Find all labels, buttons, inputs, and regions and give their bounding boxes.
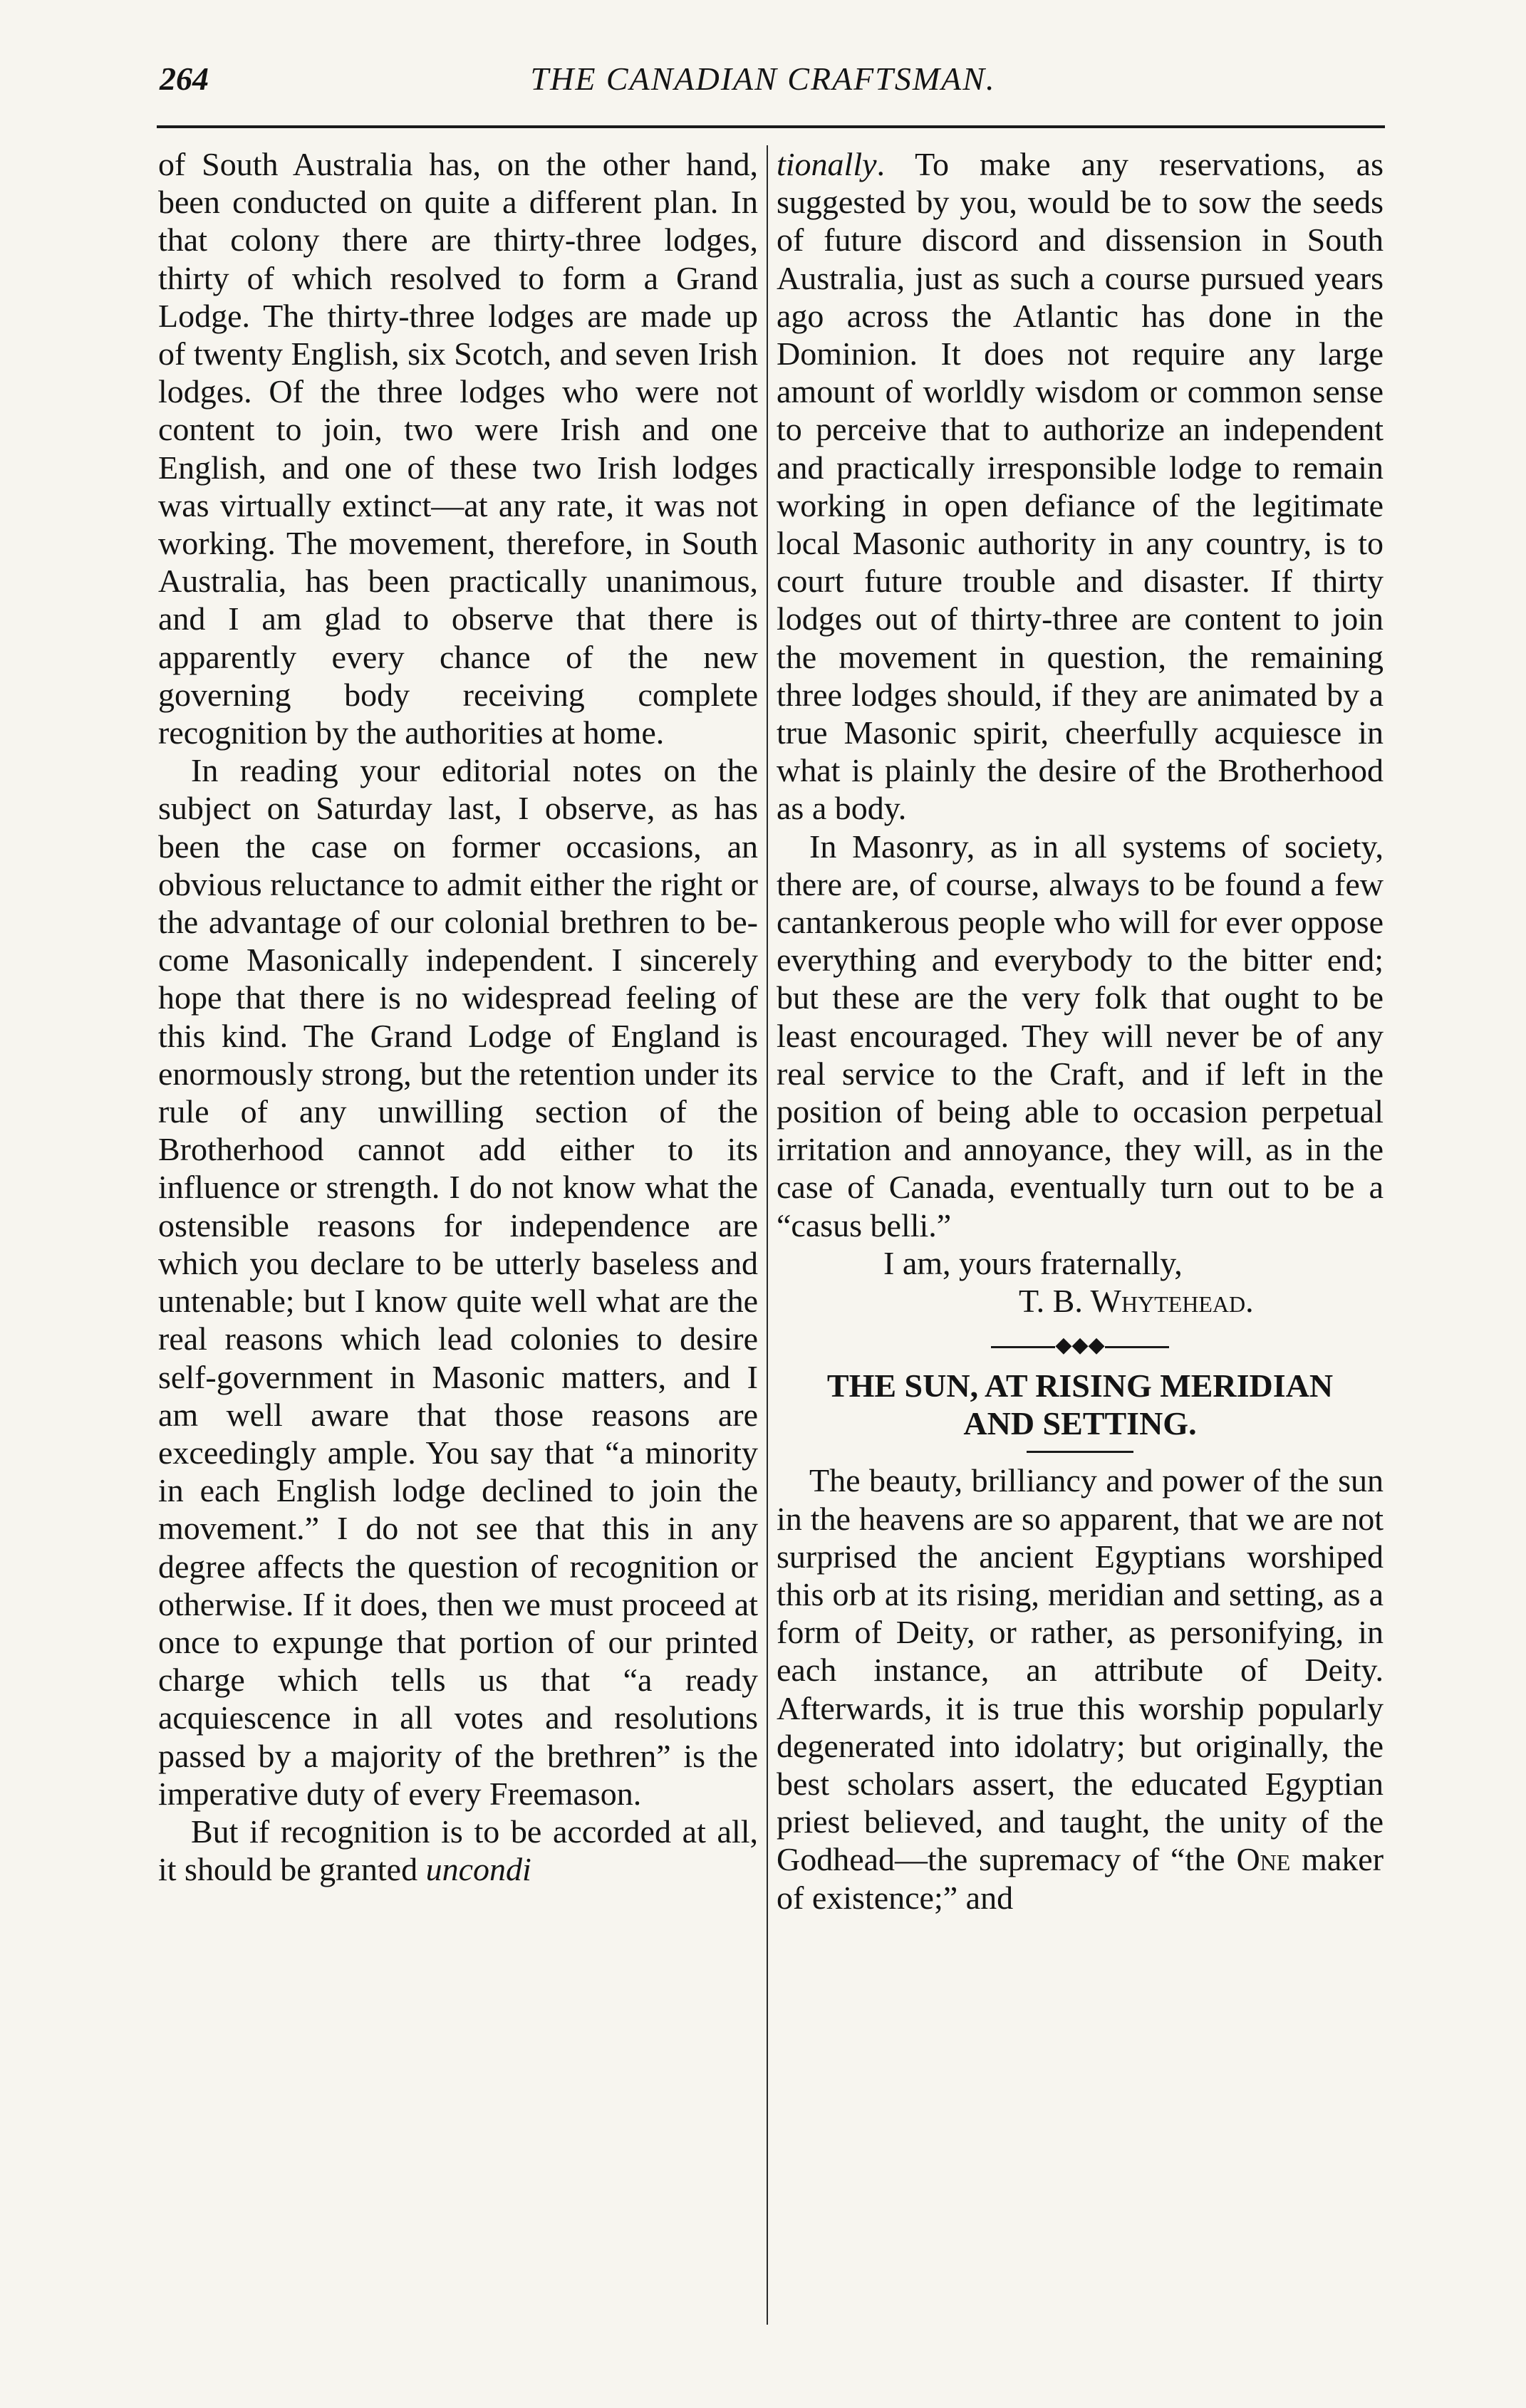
- right-paragraph-3-text: The beauty, brilliancy and power of the sun in the heavens are so apparent, that we are not surprised the ancient Egyptians worshiped this orb at its rising, meridian and setting, as a form of Deity, or rather, as personifying, in each instance, an attribute of Deity. Afterwards, it is true this worship popularly degenerated into idolatry; but originally, the best scholars assert, the educated Egyptian priest believed, and taught, the unity of the Godhead—the supremacy of “the: [777, 1462, 1384, 1878]
- right-paragraph-3: [777, 1461, 1384, 1916]
- running-head: THE CANADIAN CRAFTSMAN.: [530, 61, 996, 97]
- left-paragraph-1: of South Australia has, on the other hand, been conducted on quite a different plan. In that colony there are thirty-three lodges, thirty of which resolved to form a Grand Lodge. The thirty-three lodges are made up of twenty English, six Scotch, and seven Irish lodges. Of the three lodges who were not content to join, two were Irish and one English, and one of these two Irish lodges was virtually extinct—at any rate, it was not working. The movement, therefore, in South Australia, has been practically unanimous, and I am glad to observe that there is apparently every chance of the new governing body receiving complete recognition by the authorities at home.: [158, 146, 758, 751]
- left-paragraph-3: [158, 1813, 758, 1888]
- section-title-line-2: AND SETTING.: [963, 1405, 1197, 1442]
- right-paragraph-1-text: . To make any reservations, as suggested by you, would be to sow the seeds of future discord and dissension in South Australia, just as such a course pursued years ago across the Atlantic has done in the Dominion. It does not require any large amount of worldly wisdom or common sense to perceive that to authorize an independent and practically irresponsible lodge to remain working in open defiance of the legitimate local Masonic authority in any country, is to court future trouble and disaster. If thirty lodges out of thirty-three are content to join the movement in question, the remaining three lodges should, if they are animated by a true Masonic spirit, cheerfully acquiesce in what is plainly the desire of the Brotherhood as a body.: [777, 146, 1384, 827]
- left-paragraph-2: In reading your editorial notes on the subject on Saturday last, I observe, as has been the case on former occasions, an obvious reluctance to admit either the right or the advantage of our colonial brethren to become Masonically independent. I sincerely hope that there is no widespread feeling of this kind. The Grand Lodge of England is enormously strong, but the retention under its rule of any unwilling section of the Brotherhood cannot add either to its influence or strength. I do not know what the ostensible reasons for independence are which you declare to be utterly baseless and untenable; but I know quite well what are the real reasons which lead colonies to desire self-government in Masonic matters, and I am well aware that those reasons are exceedingly ample. You say that “a minority in each English lodge declined to join the movement.” I do not see that this in any degree affects the question of recognition or otherwise. If it does, then we must proceed at once to expunge that portion of our printed charge which tells us that “a ready acquiescence in all votes and resolutions passed by a majority of the brethren” is the imperative duty of every Freemason.: [158, 752, 758, 1812]
- section-title-rule: [1027, 1451, 1133, 1453]
- ornament-glyph: ◆◆◆: [1055, 1333, 1105, 1357]
- right-paragraph-2: In Masonry, as in all systems of society, there are, of course, always to be found a few cantankerous people who will for ever oppose everything and everybody to the bitter end; but these are the very folk that ought to be least encouraged. They will never be of any real service to the Craft, and if left in the position of being able to occasion perpetual irritation and annoyance, they will, as in the case of Canada, eventually turn out to be a “casus belli.”: [777, 828, 1384, 1244]
- right-paragraph-3-smallcaps: One: [1236, 1841, 1291, 1878]
- page-number: 264: [160, 61, 209, 97]
- left-column: [158, 145, 758, 2358]
- section-ornament: [777, 1324, 1384, 1367]
- closing-salutation: I am, yours fraternally,: [883, 1244, 1183, 1281]
- left-paragraph-3-italic: uncondi: [425, 1851, 531, 1888]
- header-rule: [157, 125, 1385, 128]
- right-column: [777, 145, 1384, 2358]
- column-divider: [767, 145, 768, 2325]
- right-paragraph-1: [777, 145, 1384, 828]
- signature: T. B. Whytehead.: [1019, 1283, 1254, 1320]
- section-title-line-1: THE SUN, AT RISING MERIDIAN: [826, 1367, 1334, 1404]
- right-paragraph-1-italic: tionally: [777, 146, 877, 182]
- right-paragraph-3-end: maker of existence;” and: [777, 1841, 1384, 1916]
- left-paragraph-3-text: But if recognition is to be accorded at all, it should be granted: [158, 1813, 758, 1888]
